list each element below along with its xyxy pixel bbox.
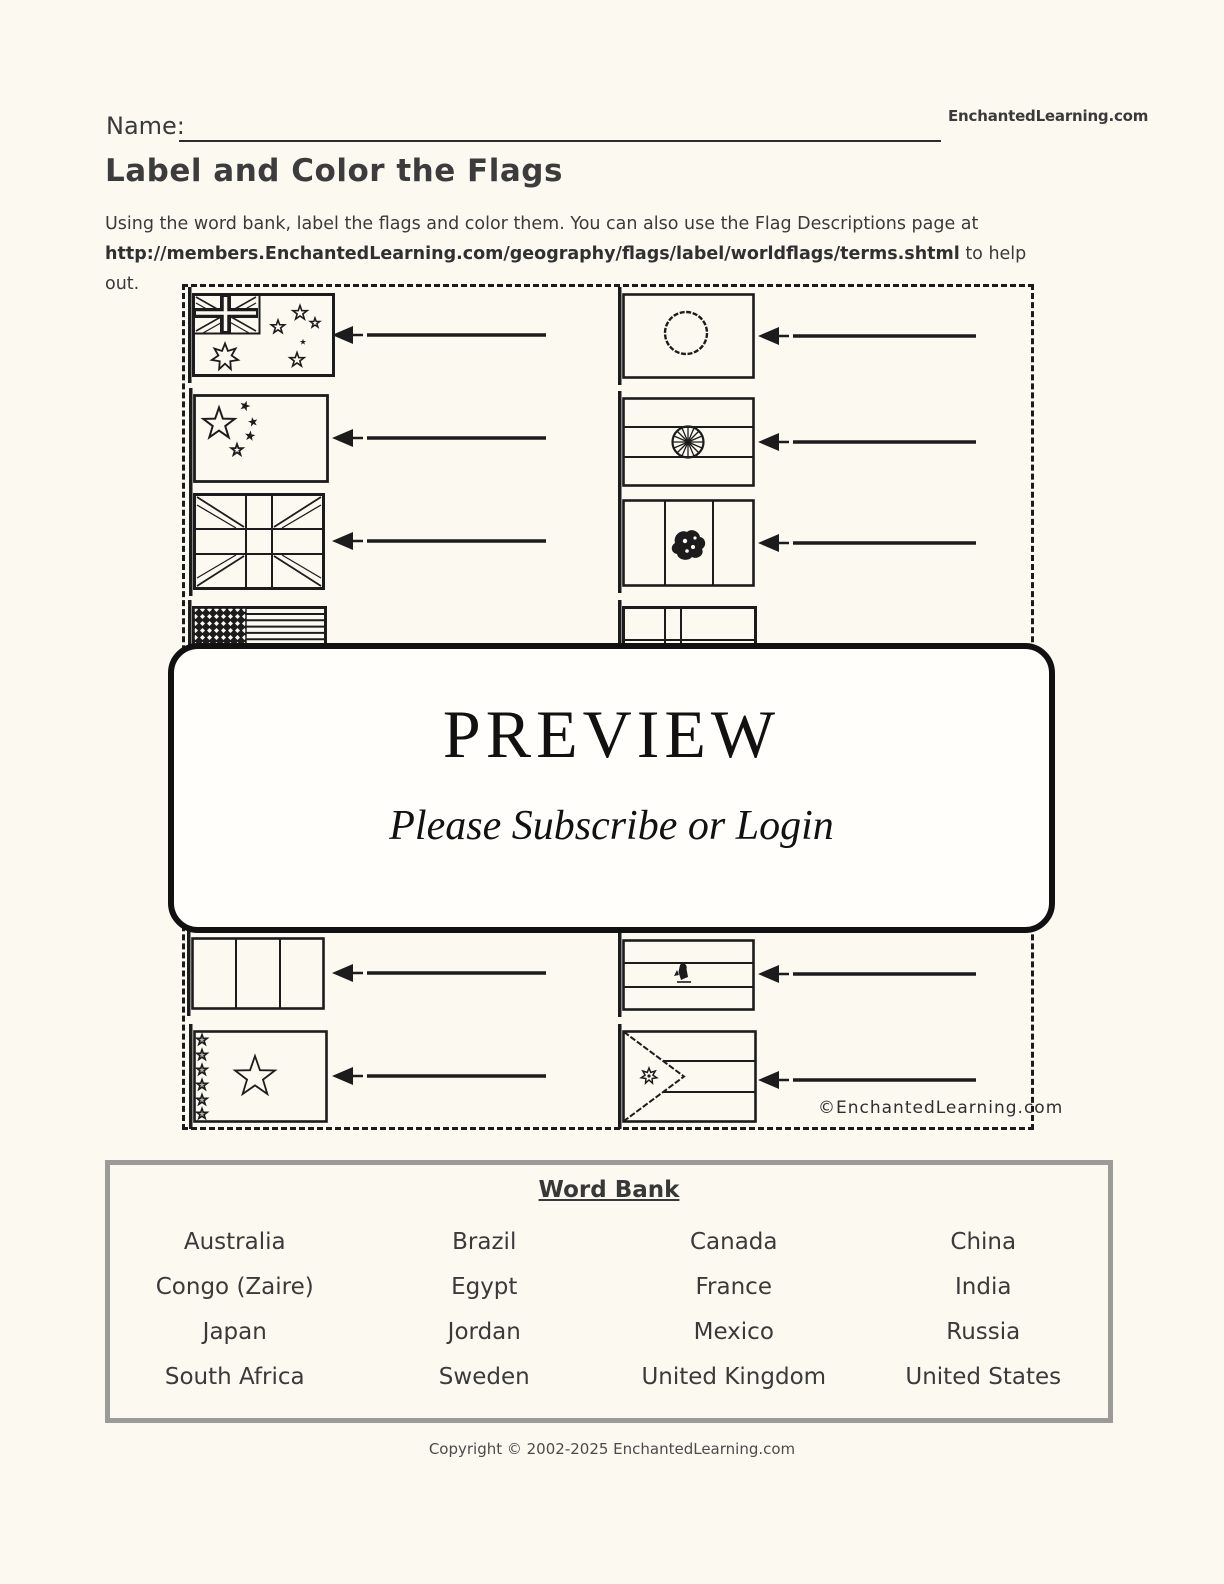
flag-pole <box>618 287 622 385</box>
flag-australia <box>188 287 336 383</box>
flag-pole <box>189 1024 193 1129</box>
instructions-tail: to help out. <box>105 244 1027 294</box>
worksheet-watermark: ©EnchantedLearning.com <box>818 1098 1064 1118</box>
word-bank-item: Russia <box>946 1318 1021 1345</box>
answer-line-china <box>330 425 548 455</box>
flag-pole <box>187 931 191 1016</box>
copyright-notice: Copyright © 2002-2025 EnchantedLearning.com <box>428 1440 796 1458</box>
flag-france <box>187 931 326 1016</box>
word-bank-item: Congo (Zaire) <box>155 1273 314 1300</box>
flag-pole <box>189 388 193 489</box>
word-bank-item: United Kingdom <box>641 1363 827 1390</box>
answer-line-india <box>756 429 978 459</box>
page-title: Label and Color the Flags <box>105 153 563 189</box>
answer-line-mexico <box>756 530 978 560</box>
flag-united-kingdom <box>189 487 326 596</box>
word-bank-item: Canada <box>689 1228 778 1255</box>
name-label: Name: <box>106 112 185 140</box>
word-bank-item: Jordan <box>447 1318 521 1345</box>
word-bank-item: Australia <box>183 1228 286 1255</box>
site-brand: EnchantedLearning.com <box>948 107 1149 125</box>
answer-line-jordan <box>756 1067 978 1097</box>
preview-title: PREVIEW <box>442 696 781 772</box>
flag-pole <box>618 933 622 1017</box>
chakra-wheel <box>673 427 704 458</box>
word-bank-item: Egypt <box>451 1273 518 1300</box>
word-bank-item: Brazil <box>452 1228 517 1255</box>
answer-line-congo-zaire <box>330 1063 548 1093</box>
word-bank-item: France <box>695 1273 772 1300</box>
answer-line-united-kingdom <box>330 528 548 558</box>
flag-pole <box>618 391 622 493</box>
flag-pole <box>618 493 622 593</box>
word-bank <box>105 1160 1113 1423</box>
answer-line-japan <box>756 323 978 353</box>
flag-china <box>189 388 330 489</box>
word-bank-item: Sweden <box>438 1363 530 1390</box>
eagle-emblem <box>672 530 705 560</box>
flag-india <box>618 391 756 493</box>
instructions-text: Using the word bank, label the flags and color them. You can also use the Flag Descriptions page at <box>105 214 979 234</box>
eagle-emblem <box>674 963 691 982</box>
name-blank-line <box>179 116 941 142</box>
preview-overlay <box>168 643 1055 933</box>
answer-line-france <box>330 960 548 990</box>
answer-line-egypt <box>756 961 978 991</box>
flag-pole <box>188 287 192 383</box>
instructions-url: http://members.EnchantedLearning.com/geography/flags/label/worldflags/terms.shtml <box>105 244 960 264</box>
answer-line-australia <box>330 322 548 352</box>
word-bank-item: United States <box>905 1363 1062 1390</box>
flag-congo-zaire <box>189 1024 329 1129</box>
flag-japan <box>618 287 756 385</box>
word-bank-item: China <box>950 1228 1017 1255</box>
flag-egypt <box>618 933 756 1017</box>
word-bank-item: South Africa <box>164 1363 305 1390</box>
flag-pole <box>189 487 193 596</box>
word-bank-title: Word Bank <box>538 1177 680 1203</box>
word-bank-grid <box>110 1219 1108 1399</box>
flag-pole <box>618 1024 622 1129</box>
flag-jordan <box>618 1024 758 1129</box>
preview-subtitle: Please Subscribe or Login <box>389 803 834 849</box>
word-bank-item: Japan <box>202 1318 267 1345</box>
word-bank-item: Mexico <box>693 1318 774 1345</box>
word-bank-item: India <box>955 1273 1012 1300</box>
flag-mexico <box>618 493 756 593</box>
